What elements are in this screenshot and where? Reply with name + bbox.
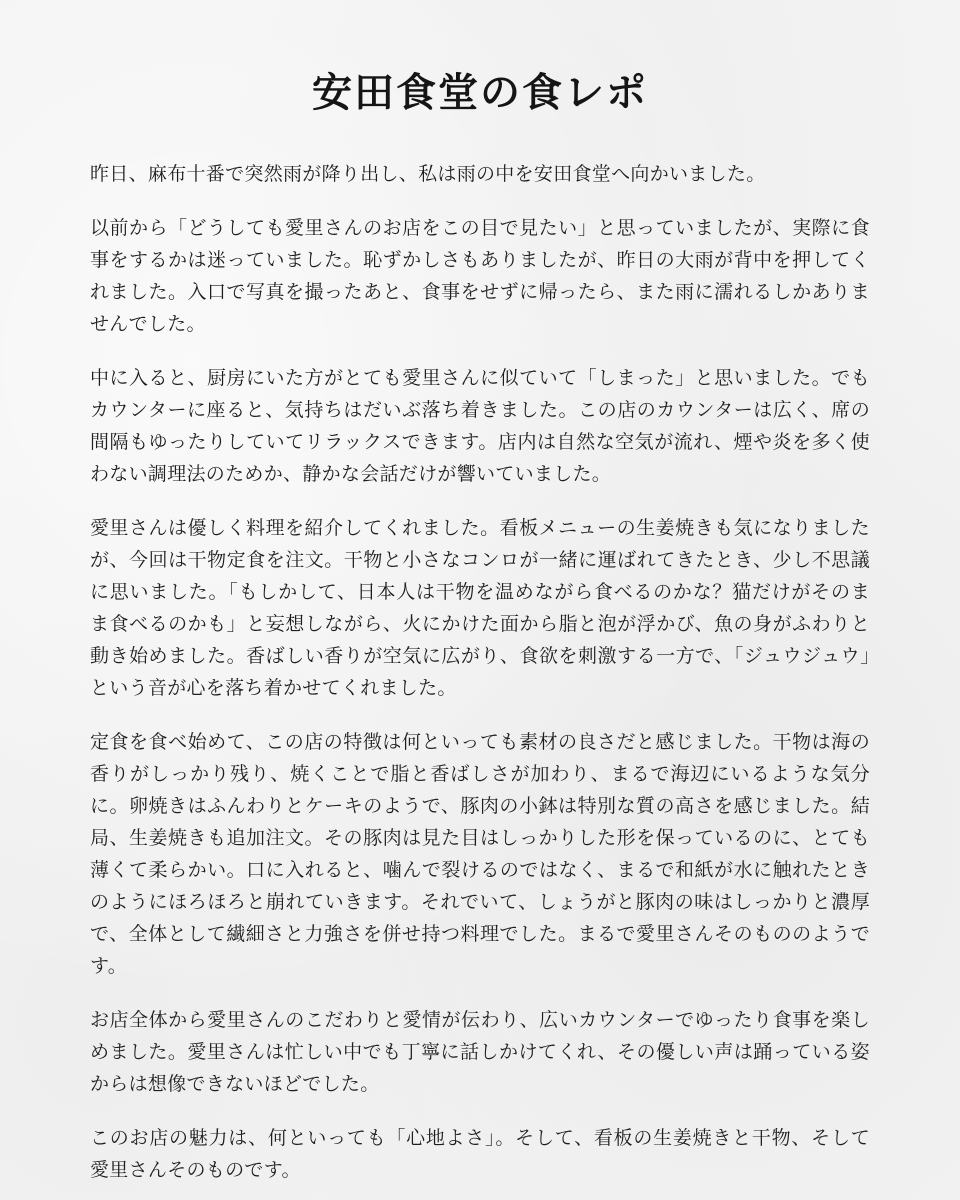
page-title: 安田食堂の食レポ	[312, 70, 648, 116]
paragraph: 定食を食べ始めて、この店の特徴は何といっても素材の良さだと感じました。干物は海の香りがしっかり残り、焼くことで脂と香ばしさが加わり、まるで海辺にいるような気分に。卵焼きはふんわりとケーキのようで、豚肉の小鉢は特別な質の高さを感じました。結局、生姜焼きも追加注文。その豚肉は見た目はしっかりした形を保っているのに、とても薄くて柔らかい。口に入れると、噛んで裂けるのではなく、まるで和紙が水に触れたときのようにほろほろと崩れていきます。それでいて、しょうがと豚肉の味はしっかりと濃厚で、全体として繊細さと力強さを併せ持つ料理でした。まるで愛里さんそのもののようです。	[90, 731, 870, 977]
paragraph: 愛里さんは優しく料理を紹介してくれました。看板メニューの生姜焼きも気になりましたが、今回は干物定食を注文。干物と小さなコンロが一緒に運ばれてきたとき、少し不思議に思いました。「もしかして、日本人は干物を温めながら食べるのかな？猫だけがそのまま食べるのかも」と妄想しながら、火にかけた面から脂と泡が浮かび、魚の身がふわりと動き始めました。香ばしい香りが空気に広がり、食欲を刺激する一方で、「ジュウジュウ」という音が心を落ち着かせてくれました。	[90, 517, 870, 699]
paragraph: このお店の魅力は、何といっても「心地よさ」。そして、看板の生姜焼きと干物、そして愛里さんそのものです。	[90, 1127, 870, 1181]
paragraph: 以前から「どうしても愛里さんのお店をこの目で見たい」と思っていましたが、実際に食事をするかは迷っていました。恥ずかしさもありましたが、昨日の大雨が背中を押してくれました。入口で写真を撮ったあと、食事をせずに帰ったら、また雨に濡れるしかありませんでした。	[90, 217, 870, 335]
article-body	[90, 158, 870, 1186]
paragraph: 昨日、麻布十番で突然雨が降り出し、私は雨の中を安田食堂へ向かいました。	[90, 163, 766, 185]
paragraph: お店全体から愛里さんのこだわりと愛情が伝わり、広いカウンターでゆったり食事を楽しめました。愛里さんは忙しい中でも丁寧に話しかけてくれ、その優しい声は踊っている姿からは想像できないほどでした。	[90, 1009, 870, 1095]
paragraph: 中に入ると、厨房にいた方がとても愛里さんに似ていて「しまった」と思いました。でもカウンターに座ると、気持ちはだいぶ落ち着きました。この店のカウンターは広く、席の間隔もゆったりしていてリラックスできます。店内は自然な空気が流れ、煙や炎を多く使わない調理法のためか、静かな会話だけが響いていました。	[90, 367, 870, 485]
